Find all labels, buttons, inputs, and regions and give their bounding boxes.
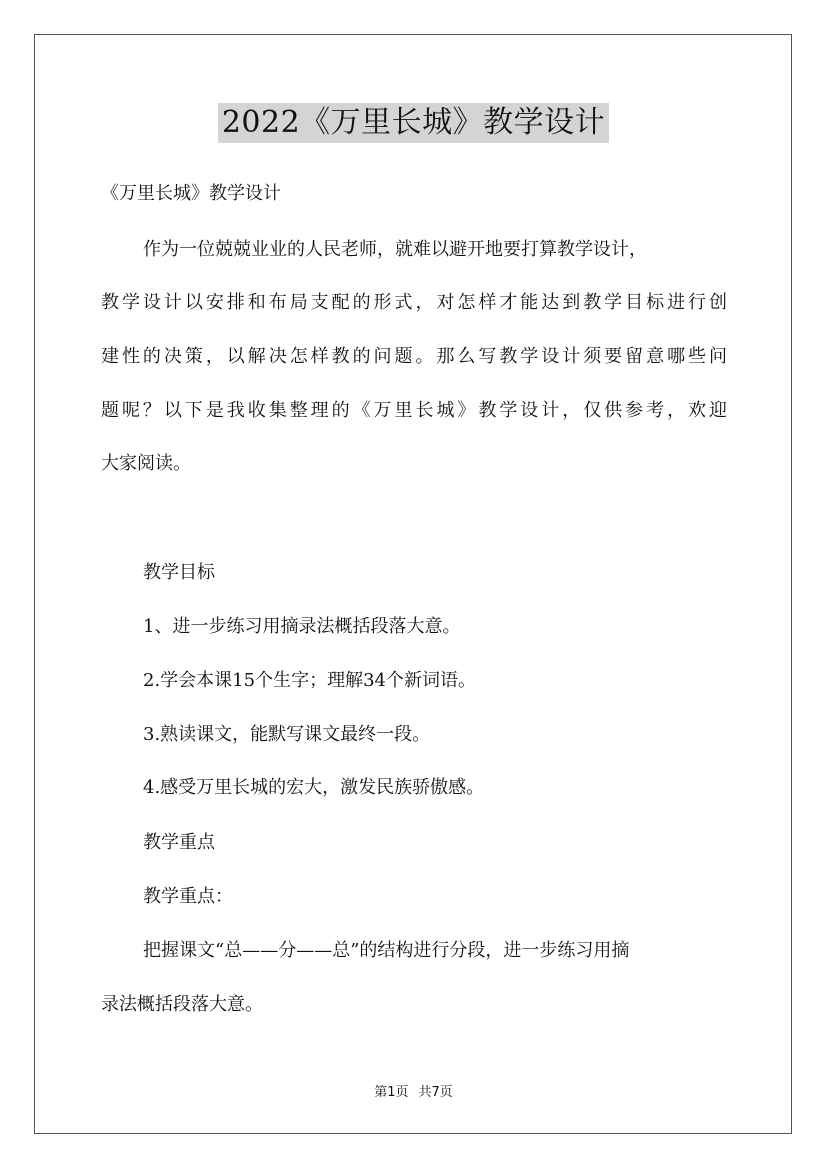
- intro-line-3: 建性的决策，以解决怎样教的问题。那么写教学设计须要留意哪些问: [101, 346, 727, 367]
- goal-item-2: 2.学会本课15个生字；理解34个新词语。: [143, 670, 476, 691]
- page-footer: [0, 1084, 827, 1102]
- key-line-1: 把握课文“总——分——总”的结构进行分段，进一步练习用摘: [143, 940, 630, 961]
- key-line-2: 录法概括段落大意。: [101, 994, 263, 1015]
- key-label: 教学重点：: [143, 886, 233, 907]
- page-total: 共7页: [418, 1085, 453, 1100]
- intro-line-5: 大家阅读。: [101, 453, 191, 474]
- title-container: [0, 103, 827, 143]
- document-subtitle: 《万里长城》教学设计: [101, 183, 281, 204]
- section-heading-key: 教学重点: [143, 832, 215, 853]
- page-number: 第1页: [374, 1085, 409, 1100]
- goal-item-4: 4.感受万里长城的宏大，激发民族骄傲感。: [143, 777, 485, 798]
- intro-line-4: 题呢？以下是我收集整理的《万里长城》教学设计，仅供参考，欢迎: [101, 400, 727, 421]
- goal-item-1: 1、进一步练习用摘录法概括段落大意。: [143, 616, 461, 637]
- document-title: 2022《万里长城》教学设计: [218, 103, 609, 143]
- section-heading-goals: 教学目标: [143, 562, 215, 583]
- goal-item-3: 3.熟读课文，能默写课文最终一段。: [143, 724, 431, 745]
- intro-line-2: 教学设计以安排和布局支配的形式，对怎样才能达到教学目标进行创: [101, 292, 727, 313]
- intro-line-1: 作为一位兢兢业业的人民老师，就难以避开地要打算教学设计，: [143, 239, 647, 260]
